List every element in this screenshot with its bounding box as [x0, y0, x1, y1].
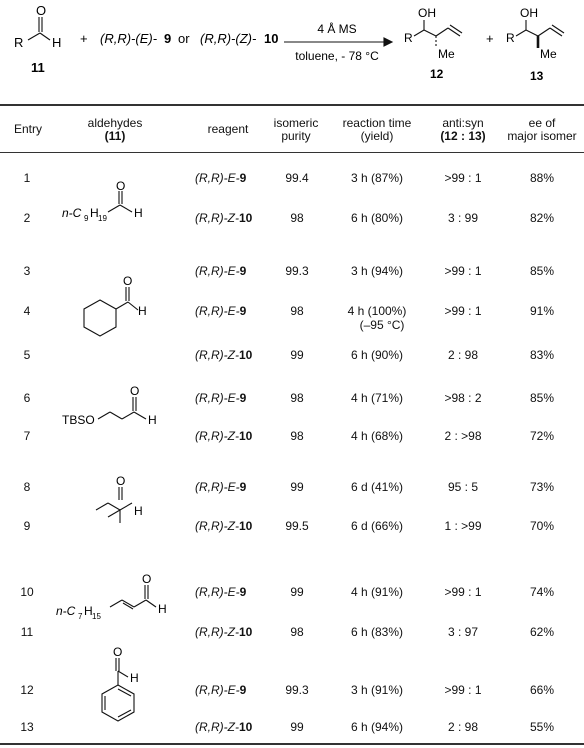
reaction-time-yield: 6 h (94%)	[350, 720, 404, 734]
anti-syn-ratio: 1 : >99	[444, 519, 482, 533]
entry-number: 9	[23, 519, 31, 533]
reagent-cell	[195, 626, 252, 639]
reaction-time-yield: 6 d (41%)	[350, 480, 404, 494]
anti-syn-ratio: >99 : 1	[444, 683, 482, 697]
ee-value: 72%	[529, 429, 555, 443]
reagent-cell	[195, 684, 246, 697]
reagent-number: 10	[238, 625, 253, 639]
ee-value: 83%	[529, 348, 555, 362]
aldehyde-structure	[28, 17, 50, 40]
decenal-o: O	[142, 572, 152, 586]
reagent-number: 9	[239, 683, 247, 697]
reagent-number: 10	[238, 348, 253, 362]
decanal-h: H	[90, 206, 99, 220]
benzaldehyde-h: H	[130, 671, 139, 685]
reaction-time-yield: 6 h (90%)	[350, 348, 404, 362]
reagent-prefix: (R,R)-E-	[195, 391, 240, 405]
ee-value: 73%	[529, 480, 555, 494]
header-entry: Entry	[13, 122, 42, 136]
reaction-arrow	[284, 38, 392, 46]
anti-syn-ratio: >99 : 1	[444, 304, 482, 318]
isomeric-purity: 98	[290, 429, 304, 443]
benzaldehyde-structure	[102, 658, 134, 721]
isomeric-purity: 99.5	[285, 519, 309, 533]
isomeric-purity: 98	[290, 304, 304, 318]
reaction-time-yield: 3 h (87%)	[350, 171, 404, 185]
reaction-time-yield: 3 h (94%)	[350, 264, 404, 278]
ee-value: 66%	[529, 683, 555, 697]
anti-syn-ratio: >99 : 1	[444, 585, 482, 599]
tbso-label: TBSO	[62, 413, 95, 427]
reagent-prefix: (R,R)-E-	[195, 304, 240, 318]
reaction-time-yield: 6 h (83%)	[350, 625, 404, 639]
isomeric-purity: 99	[290, 720, 304, 734]
decanal-prefix: n-C	[62, 206, 82, 220]
reagent-number: 10	[238, 519, 253, 533]
h-label: H	[52, 35, 62, 50]
ee-value: 62%	[529, 625, 555, 639]
header-aldehydes: aldehydes (11)	[87, 116, 143, 143]
reaction-time-yield: 4 h (71%)	[350, 391, 404, 405]
reagent-prefix: (R,R)-E-	[195, 264, 240, 278]
entry-number: 4	[23, 304, 31, 318]
header-reagent: reagent	[207, 122, 249, 136]
entry-number: 11	[20, 625, 34, 639]
ee-value: 88%	[529, 171, 555, 185]
reagent-prefix: (R,R)-Z-	[195, 519, 239, 533]
tbso-propanal-h: H	[148, 413, 157, 427]
condition-molecular-sieves: 4 Å MS	[317, 22, 357, 36]
entry-number: 13	[20, 720, 34, 734]
cyclohexyl-o: O	[123, 274, 133, 288]
isomeric-purity: 99.3	[285, 264, 309, 278]
pivalaldehyde-structure	[96, 487, 132, 523]
ee-value: 74%	[529, 585, 555, 599]
header-anti-syn: anti:syn (12 : 13)	[440, 116, 486, 143]
reagent-cell	[195, 265, 246, 278]
reagent-number: 10	[238, 720, 253, 734]
reaction-time-yield: 4 h (100%)	[347, 304, 407, 318]
reaction-temperature-note: (–95 °C)	[359, 318, 405, 332]
product-12-structure	[414, 20, 462, 48]
reagent-cell	[195, 212, 252, 225]
isomeric-purity: 99	[290, 585, 304, 599]
ee-value: 85%	[529, 391, 555, 405]
reagent-cell	[195, 721, 252, 734]
reagent-e-label: (R,R)-(E)-	[100, 31, 158, 46]
product-12-oh-label: OH	[418, 6, 436, 20]
ee-value: 91%	[529, 304, 555, 318]
reagent-prefix: (R,R)-E-	[195, 585, 240, 599]
aldehyde-structures	[0, 155, 190, 745]
reagent-number: 9	[239, 585, 247, 599]
pivalaldehyde-o: O	[116, 474, 126, 488]
tbso-propanal-o: O	[130, 384, 140, 398]
decanal-o: O	[116, 179, 126, 193]
reagent-cell	[195, 172, 246, 185]
reagent-cell	[195, 349, 252, 362]
reagent-prefix: (R,R)-Z-	[195, 625, 239, 639]
reagent-prefix: (R,R)-E-	[195, 171, 240, 185]
anti-syn-ratio: 2 : 98	[447, 348, 479, 362]
anti-syn-ratio: 3 : 97	[447, 625, 479, 639]
reagent-e-number: 9	[164, 31, 172, 46]
or-text: or	[178, 31, 190, 46]
header-ee: ee of major isomer	[507, 116, 577, 143]
cyclohexyl-h: H	[138, 304, 147, 318]
compound-13-label: 13	[530, 69, 544, 83]
table-top-rule	[0, 104, 584, 106]
decanal-sub2: 19	[98, 214, 107, 223]
entry-number: 5	[23, 348, 31, 362]
reagent-prefix: (R,R)-Z-	[195, 211, 239, 225]
anti-syn-ratio: 3 : 99	[447, 211, 479, 225]
reagent-cell	[195, 586, 246, 599]
ee-value: 85%	[529, 264, 555, 278]
anti-syn-ratio: 2 : >98	[444, 429, 482, 443]
product-13-me-label: Me	[540, 47, 557, 61]
table-header-rule	[0, 152, 584, 153]
anti-syn-ratio: >99 : 1	[444, 264, 482, 278]
reagent-number: 9	[239, 391, 247, 405]
decenal-aldehyde-h: H	[158, 602, 167, 616]
header-reaction-time: reaction time (yield)	[342, 116, 412, 143]
decenal-sub2: 15	[92, 612, 101, 621]
reagent-cell	[195, 305, 246, 318]
reagent-cell	[195, 430, 252, 443]
entry-number: 1	[23, 171, 31, 185]
anti-syn-ratio: 2 : 98	[447, 720, 479, 734]
entry-number: 2	[23, 211, 31, 225]
reagent-number: 9	[239, 480, 247, 494]
isomeric-purity: 99	[290, 480, 304, 494]
condition-solvent-temp: toluene, - 78 °C	[295, 49, 379, 63]
decenal-h: H	[84, 604, 93, 618]
anti-syn-ratio: >99 : 1	[444, 171, 482, 185]
reagent-number: 9	[239, 264, 247, 278]
reaction-time-yield: 4 h (68%)	[350, 429, 404, 443]
reagent-prefix: (R,R)-E-	[195, 480, 240, 494]
pivalaldehyde-h: H	[134, 504, 143, 518]
decenal-structure	[110, 585, 156, 609]
ee-value: 82%	[529, 211, 555, 225]
isomeric-purity: 98	[290, 211, 304, 225]
decanal-sub: 9	[84, 214, 89, 223]
isomeric-purity: 98	[290, 625, 304, 639]
entry-number: 8	[23, 480, 31, 494]
product-13-structure	[516, 20, 564, 48]
reaction-time-yield: 6 h (80%)	[350, 211, 404, 225]
reagent-prefix: (R,R)-Z-	[195, 720, 239, 734]
reagent-prefix: (R,R)-E-	[195, 683, 240, 697]
product-13-r-label: R	[506, 31, 515, 45]
isomeric-purity: 99.4	[285, 171, 309, 185]
reaction-time-yield: 6 d (66%)	[350, 519, 404, 533]
reagent-z-number: 10	[264, 31, 279, 46]
reaction-scheme	[0, 0, 584, 100]
reagent-cell	[195, 392, 246, 405]
reagent-prefix: (R,R)-Z-	[195, 429, 239, 443]
reaction-time-yield: 3 h (91%)	[350, 683, 404, 697]
oxygen-label: O	[36, 3, 47, 18]
tbso-propanal-structure	[98, 397, 146, 419]
r-group-label: R	[14, 35, 24, 50]
compound-12-label: 12	[430, 67, 444, 81]
ee-value: 70%	[529, 519, 555, 533]
benzaldehyde-o: O	[113, 645, 123, 659]
reagent-cell	[195, 520, 252, 533]
product-13-oh-label: OH	[520, 6, 538, 20]
reaction-time-yield: 4 h (91%)	[350, 585, 404, 599]
plus-sign: +	[80, 31, 88, 46]
ee-value: 55%	[529, 720, 555, 734]
compound-11-label: 11	[31, 60, 45, 75]
plus-sign-products: +	[486, 31, 494, 46]
reagent-number: 10	[238, 211, 253, 225]
product-12-r-label: R	[404, 31, 413, 45]
isomeric-purity: 99	[290, 348, 304, 362]
reagent-number: 9	[239, 304, 247, 318]
reagent-cell	[195, 481, 246, 494]
header-isomeric-purity: isomeric purity	[273, 116, 319, 143]
reagent-z-label: (R,R)-(Z)-	[200, 31, 257, 46]
anti-syn-ratio: >98 : 2	[444, 391, 482, 405]
reagent-number: 10	[238, 429, 253, 443]
decanal-aldehyde-h: H	[134, 206, 143, 220]
isomeric-purity: 99.3	[285, 683, 309, 697]
entry-number: 3	[23, 264, 31, 278]
decanal-structure	[108, 191, 132, 212]
reagent-number: 9	[239, 171, 247, 185]
entry-number: 6	[23, 391, 31, 405]
anti-syn-ratio: 95 : 5	[447, 480, 479, 494]
product-12-me-label: Me	[438, 47, 455, 61]
entry-number: 12	[20, 683, 34, 697]
decenal-prefix: n-C	[56, 604, 76, 618]
cyclohexanecarboxaldehyde-structure	[84, 287, 138, 336]
entry-number: 10	[20, 585, 34, 599]
isomeric-purity: 98	[290, 391, 304, 405]
reagent-prefix: (R,R)-Z-	[195, 348, 239, 362]
entry-number: 7	[23, 429, 31, 443]
decenal-sub: 7	[78, 612, 83, 621]
